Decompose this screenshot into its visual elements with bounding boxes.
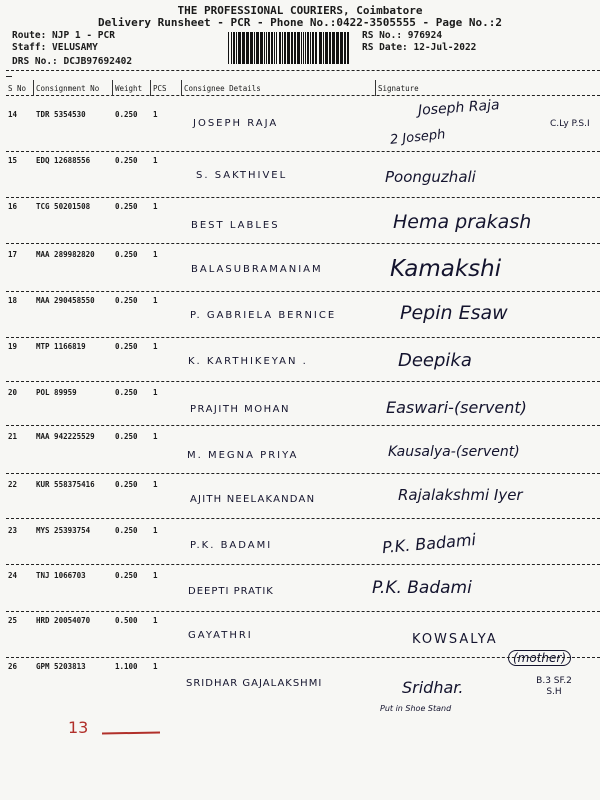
row-consignee-name: BEST LABLES: [191, 220, 280, 231]
row-signature: P.K. Badami: [381, 529, 477, 558]
company-title: THE PROFESSIONAL COURIERS, Coimbatore: [177, 4, 423, 17]
row-weight: 0.250: [115, 250, 138, 259]
row-sno: 21: [8, 432, 18, 441]
row-signature: P.K. Badami: [372, 578, 472, 598]
row-signature: Kausalya-(servent): [388, 444, 520, 460]
column-header-weight: Weight: [115, 84, 143, 93]
row-consignment-no: GPM 5203813: [36, 662, 86, 671]
column-header-pcs: PCS: [153, 84, 167, 93]
row-signature: Pepin Esaw: [400, 302, 508, 324]
row-divider: [6, 151, 600, 152]
drs-number: DRS No.: DCJB97692402: [12, 56, 133, 67]
row-consignment-no: MYS 25393754: [36, 526, 91, 535]
column-header-signature: Signature: [378, 84, 419, 93]
row-divider: [6, 243, 600, 244]
row-consignment-no: MAA 290458550: [36, 296, 95, 305]
row-sno: 24: [8, 571, 18, 580]
row-pcs: 1: [153, 571, 158, 580]
row-sno: 18: [8, 296, 18, 305]
row-signature-second: (mother): [508, 650, 571, 666]
row-divider: [6, 197, 600, 198]
row-pcs: 1: [153, 432, 158, 441]
row-pcs: 1: [153, 202, 158, 211]
count-underline: [102, 731, 160, 734]
row-consignment-no: TDR 5354530: [36, 110, 86, 119]
column-separator: [181, 80, 182, 96]
row-divider: [6, 425, 600, 426]
total-count: 13: [68, 718, 89, 737]
row-delivery-note: Put in Shoe Stand: [380, 704, 452, 713]
row-weight: 0.250: [115, 480, 138, 489]
row-consignment-no: TCG 50201508: [36, 202, 91, 211]
row-pcs: 1: [153, 110, 158, 119]
row-side-note: C.Ly P.S.I: [550, 119, 590, 129]
row-sno: 15: [8, 156, 18, 165]
column-separator: [375, 80, 376, 96]
row-consignment-no: EDQ 12688556: [36, 156, 91, 165]
row-consignment-no: MAA 289982820: [36, 250, 95, 259]
row-weight: 0.250: [115, 388, 138, 397]
row-weight: 0.500: [115, 616, 138, 625]
row-signature: Joseph Raja: [417, 97, 501, 119]
row-weight: 0.250: [115, 526, 138, 535]
row-consignment-no: POL 89959: [36, 388, 77, 397]
row-divider: [6, 611, 600, 612]
row-signature: Sridhar.: [402, 678, 464, 697]
row-signature: Easwari-(servent): [386, 398, 527, 417]
row-pcs: 1: [153, 616, 158, 625]
row-weight: 0.250: [115, 432, 138, 441]
row-pcs: 1: [153, 526, 158, 535]
row-signature: Rajalakshmi Iyer: [398, 486, 523, 504]
row-sno: 22: [8, 480, 18, 489]
row-consignee-name: BALASUBRAMANIAM: [191, 264, 323, 275]
row-signature-second: 2 Joseph: [389, 127, 447, 148]
row-consignment-no: TNJ 1066703: [36, 571, 86, 580]
column-header-consignment: Consignment No: [36, 84, 100, 93]
row-pcs: 1: [153, 342, 158, 351]
row-consignee-name: S. SAKTHIVEL: [196, 170, 288, 181]
column-separator: [112, 80, 113, 96]
header-rule: [6, 95, 600, 96]
row-signature: Kamakshi: [390, 256, 502, 282]
row-consignee-name: GAYATHRI: [188, 630, 253, 641]
row-consignment-no: KUR 558375416: [36, 480, 95, 489]
column-separator: [33, 80, 34, 96]
row-signature: Hema prakash: [393, 211, 532, 233]
barcode-image: [228, 32, 352, 64]
row-divider: [6, 291, 600, 292]
row-consignee-name: AJITH NEELAKANDAN: [190, 494, 316, 505]
route-label: Route: NJP 1 - PCR: [12, 30, 115, 41]
row-sno: 20: [8, 388, 18, 397]
row-weight: 0.250: [115, 110, 138, 119]
row-side-note: B.3 SF.2 S.H: [536, 676, 572, 697]
row-pcs: 1: [153, 250, 158, 259]
row-consignee-name: DEEPTI PRATIK: [188, 586, 274, 597]
row-sno: 25: [8, 616, 18, 625]
column-header-consignee: Consignee Details: [184, 84, 261, 93]
row-consignment-no: MTP 1166819: [36, 342, 86, 351]
table-top-rule: [6, 70, 600, 71]
row-divider: [6, 337, 600, 338]
row-consignee-name: JOSEPH RAJA: [193, 118, 279, 129]
row-weight: 0.250: [115, 571, 138, 580]
column-separator: [150, 80, 151, 96]
row-consignee-name: SRIDHAR GAJALAKSHMI: [186, 678, 323, 689]
row-consignee-name: P.K. BADAMI: [190, 540, 273, 551]
row-divider: [6, 473, 600, 474]
row-weight: 0.250: [115, 202, 138, 211]
row-pcs: 1: [153, 480, 158, 489]
row-weight: 1.100: [115, 662, 138, 671]
row-consignee-name: P. GABRIELA BERNICE: [190, 310, 337, 321]
row-pcs: 1: [153, 388, 158, 397]
row-weight: 0.250: [115, 296, 138, 305]
row-pcs: 1: [153, 156, 158, 165]
row-consignee-name: M. MEGNA PRIYA: [187, 450, 299, 461]
row-sno: 19: [8, 342, 18, 351]
staff-label: Staff: VELUSAMY: [12, 42, 98, 53]
table-top-rule-stub: [6, 76, 12, 77]
column-header-sno: S No: [8, 84, 27, 93]
row-sno: 17: [8, 250, 18, 259]
row-divider: [6, 657, 600, 658]
row-signature: KOWSALYA: [412, 632, 498, 647]
row-divider: [6, 518, 600, 519]
row-pcs: 1: [153, 662, 158, 671]
row-sno: 23: [8, 526, 18, 535]
row-consignment-no: HRD 20054070: [36, 616, 91, 625]
row-signature: Deepika: [398, 350, 472, 371]
rs-date: RS Date: 12-Jul-2022: [362, 42, 477, 53]
row-divider: [6, 564, 600, 565]
row-consignee-name: PRAJITH MOHAN: [190, 404, 290, 415]
row-sno: 26: [8, 662, 18, 671]
runsheet-subtitle: Delivery Runsheet - PCR - Phone No.:0422-3505555 - Page No.:2: [98, 16, 502, 29]
row-weight: 0.250: [115, 342, 138, 351]
row-signature: Poonguzhali: [385, 168, 476, 186]
row-sno: 14: [8, 110, 18, 119]
row-consignee-name: K. KARTHIKEYAN .: [188, 356, 308, 367]
rs-number: RS No.: 976924: [362, 30, 443, 41]
row-consignment-no: MAA 942225529: [36, 432, 95, 441]
row-sno: 16: [8, 202, 18, 211]
row-weight: 0.250: [115, 156, 138, 165]
row-divider: [6, 381, 600, 382]
row-pcs: 1: [153, 296, 158, 305]
